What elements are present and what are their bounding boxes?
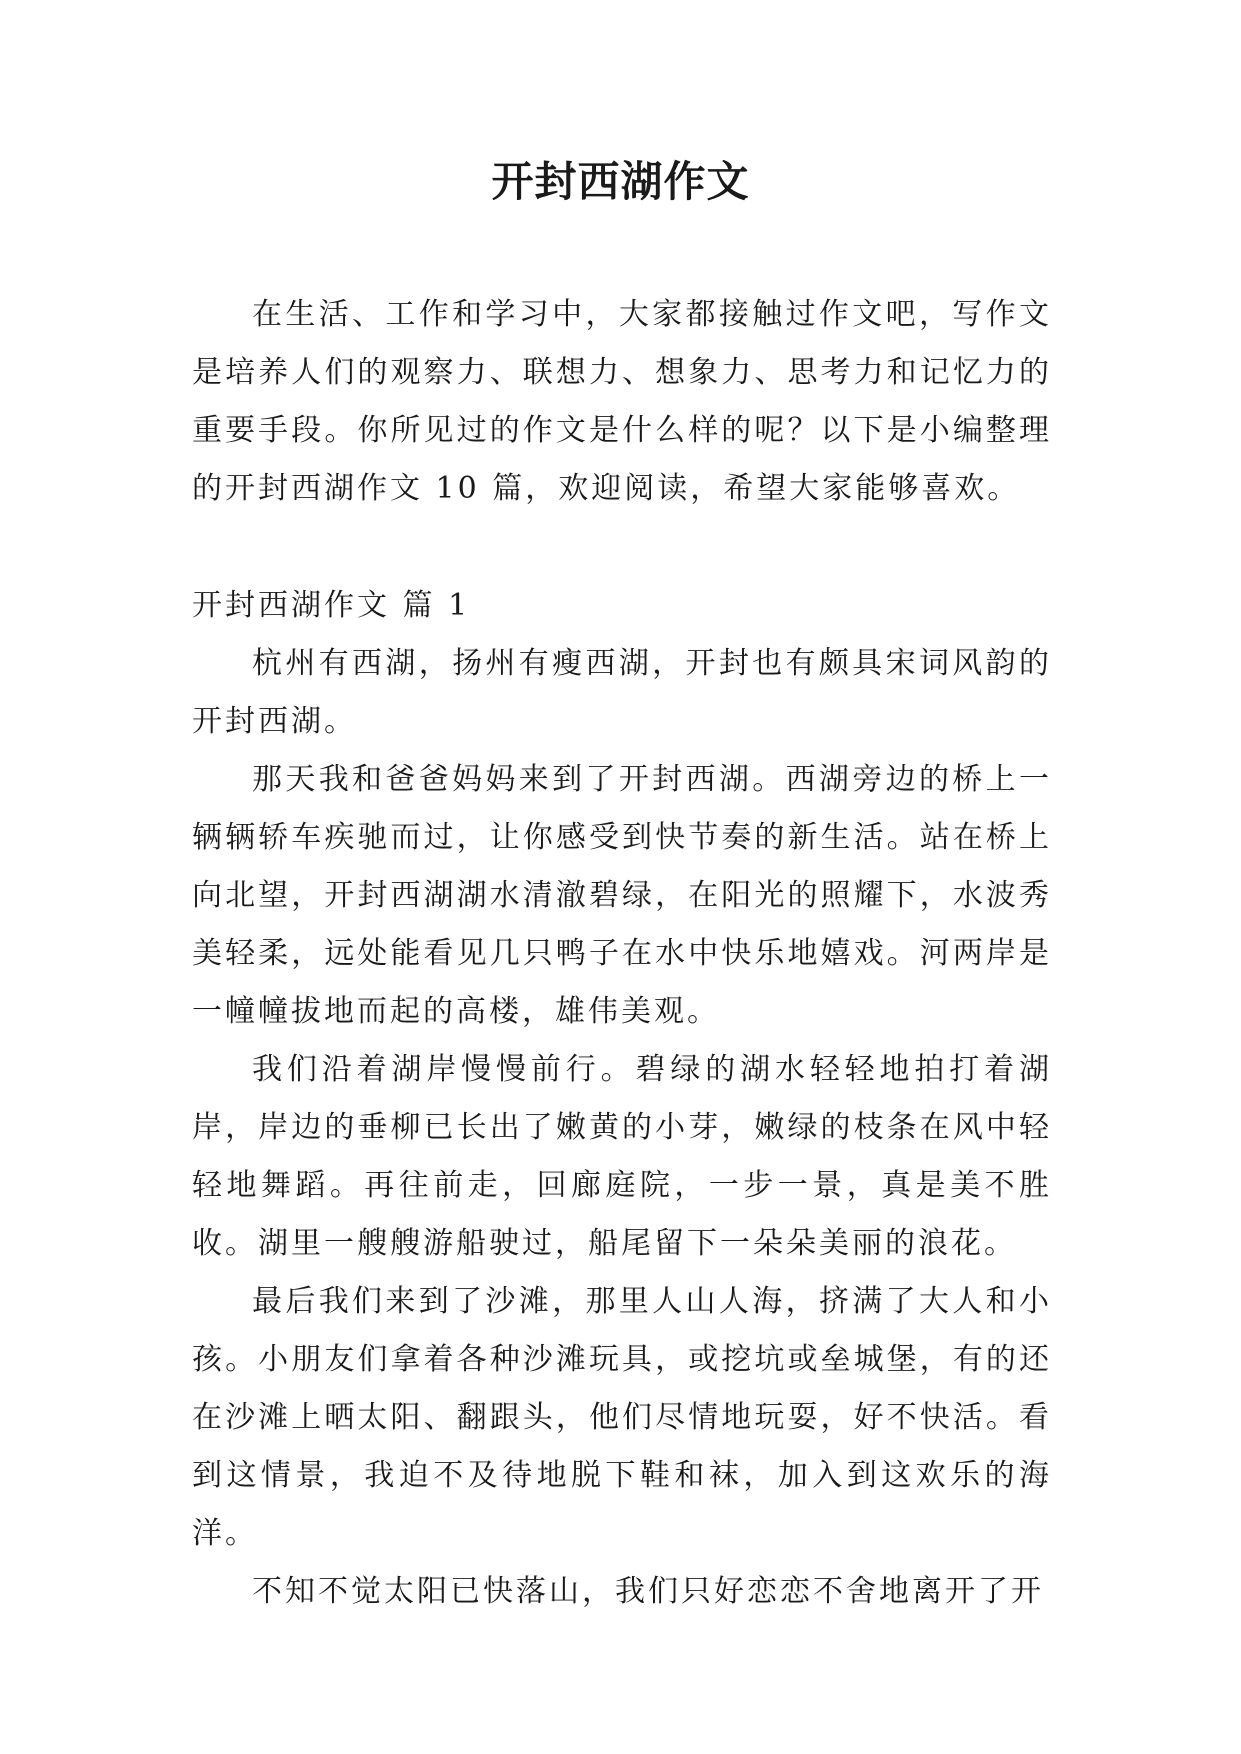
essay-paragraph-2: 那天我和爸爸妈妈来到了开封西湖。西湖旁边的桥上一辆辆轿车疾驰而过，让你感受到快节奏的新生活。站在桥上向北望，开封西湖湖水清澈碧绿，在阳光的照耀下，水波秀美轻柔，远处能看见几只鸭子在水中快乐地嬉戏。河两岸是一幢幢拔地而起的高楼，雄伟美观。 xyxy=(192,762,1052,1029)
intro-block xyxy=(192,286,1052,518)
document-title: 开封西湖作文 xyxy=(491,157,750,206)
essay-paragraph-3: 我们沿着湖岸慢慢前行。碧绿的湖水轻轻地拍打着湖岸，岸边的垂柳已长出了嫩黄的小芽，嫩绿的枝条在风中轻轻地舞蹈。再往前走，回廊庭院，一步一景，真是美不胜收。湖里一艘艘游船驶过，船尾留下一朵朵美丽的浪花。 xyxy=(192,1052,1052,1261)
essay-body xyxy=(192,635,1052,1621)
intro-paragraph: 在生活、工作和学习中，大家都接触过作文吧，写作文是培养人们的观察力、联想力、想象力、思考力和记忆力的重要手段。你所见过的作文是什么样的呢？以下是小编整理的开封西湖作文 10 篇，欢迎阅读，希望大家能够喜欢。 xyxy=(192,297,1052,506)
essay-paragraph-1: 杭州有西湖，扬州有瘦西湖，开封也有颇具宋词风韵的开封西湖。 xyxy=(192,646,1052,739)
essay-paragraph-5: 不知不觉太阳已快落山，我们只好恋恋不舍地离开了开 xyxy=(252,1574,1044,1609)
section-heading: 开封西湖作文 篇 1 xyxy=(192,588,471,623)
essay-paragraph-4: 最后我们来到了沙滩，那里人山人海，挤满了大人和小孩。小朋友们拿着各种沙滩玩具，或挖坑或垒城堡，有的还在沙滩上晒太阳、翻跟头，他们尽情地玩耍，好不快活。看到这情景，我迫不及待地脱下鞋和袜，加入到这欢乐的海洋。 xyxy=(192,1284,1052,1551)
